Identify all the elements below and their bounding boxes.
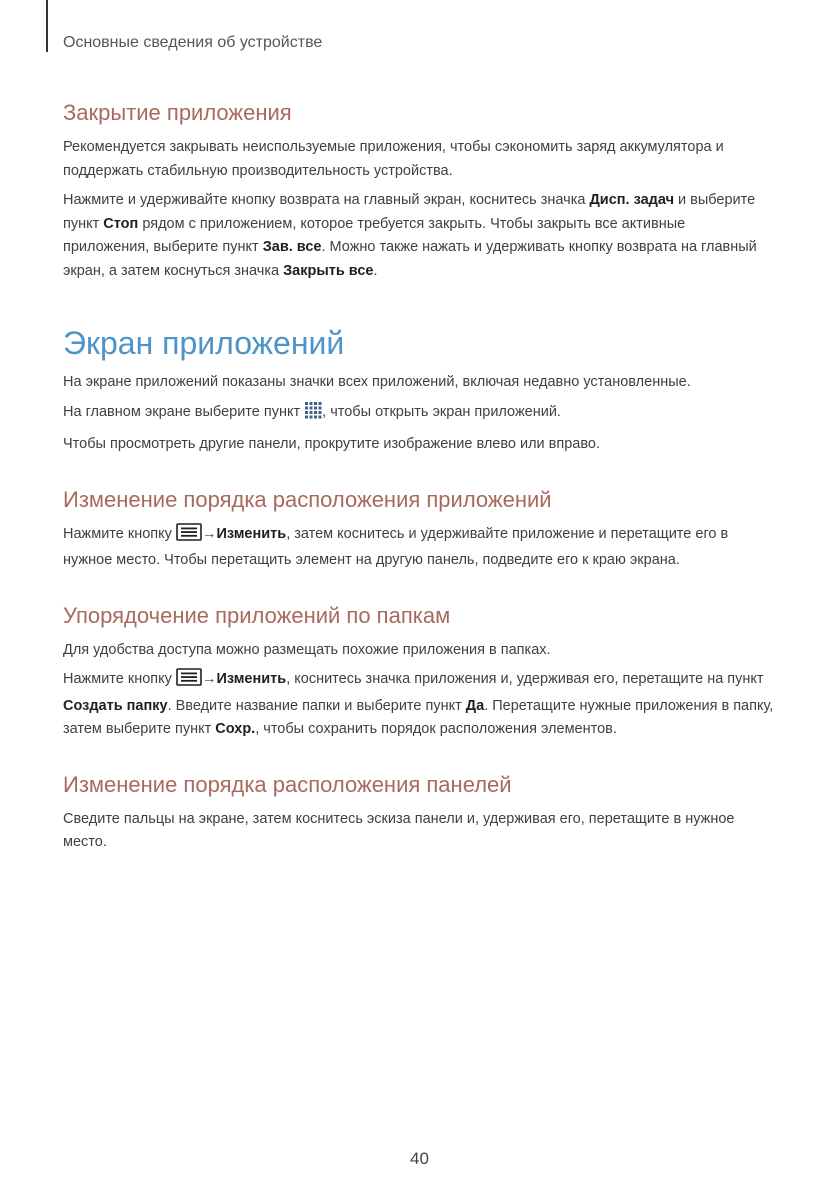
text: Нажмите кнопку xyxy=(63,525,176,542)
text: , затем коснитесь и удерживайте приложение и перетащите его в нужное место. Чтобы перетащить элемент на другую панель, подведите его к краю экрана. xyxy=(63,525,729,568)
text: На главном экране выберите пункт xyxy=(63,403,305,420)
ui-term: Зав. все xyxy=(262,239,322,255)
ui-term: Создать папку xyxy=(63,697,168,714)
paragraph: На экране приложений показаны значки всех приложений, включая недавно установленные. xyxy=(63,374,691,390)
paragraph: Рекомендуется закрывать неиспользуемые приложения, чтобы сэкономить заряд аккумулятора и поддержать стабильную производительность устройства. xyxy=(63,139,724,179)
page-number: 40 xyxy=(410,1149,429,1168)
section-apps-screen xyxy=(63,323,775,457)
paragraph xyxy=(63,401,775,428)
text: Нажмите кнопку xyxy=(63,671,176,687)
text: . xyxy=(373,262,378,279)
chapter-title: Экран приложений xyxy=(63,325,345,361)
menu-key-icon xyxy=(176,668,202,695)
paragraph: Для удобства доступа можно размещать похожие приложения в папках. xyxy=(63,641,551,658)
arrow: → xyxy=(201,525,217,542)
margin-rule xyxy=(46,0,48,52)
paragraph xyxy=(63,668,775,742)
paragraph xyxy=(63,189,775,283)
section-close-apps xyxy=(63,98,775,283)
text: . Введите название папки и выберите пункт xyxy=(167,697,466,714)
page-content xyxy=(63,98,775,861)
paragraph: Сведите пальцы на экране, затем коснитесь эскиза панели и, удерживая его, перетащите в нужное место. xyxy=(63,810,735,850)
ui-term: Сохр. xyxy=(215,721,256,737)
ui-term: Закрыть все xyxy=(283,262,374,279)
text: рядом с приложением, которое требуется закрыть. Чтобы закрыть все активные приложения, выберите пункт xyxy=(63,215,686,255)
text: . Перетащите нужные приложения в папку, затем выберите пункт xyxy=(63,697,774,737)
arrow: → xyxy=(201,671,217,687)
text: , чтобы сохранить порядок расположения элементов. xyxy=(255,721,617,737)
section-title: Изменение порядка расположения панелей xyxy=(63,771,512,797)
section-title: Закрытие приложения xyxy=(63,100,292,125)
section-folders xyxy=(63,601,775,742)
apps-grid-icon xyxy=(304,401,322,428)
text: . Можно также нажать и удерживать кнопку возврата на главный экран, а затем коснуться значка xyxy=(63,239,757,279)
menu-key-icon xyxy=(176,523,202,550)
text: , коснитесь значка приложения и, удерживая его, перетащите на пункт xyxy=(286,671,764,687)
ui-term: Изменить xyxy=(216,525,287,542)
ui-term: Дисп. задач xyxy=(589,192,674,208)
ui-term: Стоп xyxy=(103,215,139,232)
section-title: Упорядочение приложений по папкам xyxy=(63,602,451,628)
section-reorder-panels xyxy=(63,770,775,855)
paragraph: Чтобы просмотреть другие панели, прокрутите изображение влево или вправо. xyxy=(63,436,601,452)
running-header: Основные сведения об устройстве xyxy=(63,34,323,51)
ui-term: Да xyxy=(465,697,485,714)
ui-term: Изменить xyxy=(216,671,287,687)
text: , чтобы открыть экран приложений. xyxy=(322,403,561,420)
section-title: Изменение порядка расположения приложений xyxy=(63,486,552,512)
text: и выберите пункт xyxy=(63,192,756,232)
section-reorder-apps xyxy=(63,485,775,573)
paragraph xyxy=(63,523,775,573)
text: Нажмите и удерживайте кнопку возврата на главный экран, коснитесь значка xyxy=(63,192,590,208)
